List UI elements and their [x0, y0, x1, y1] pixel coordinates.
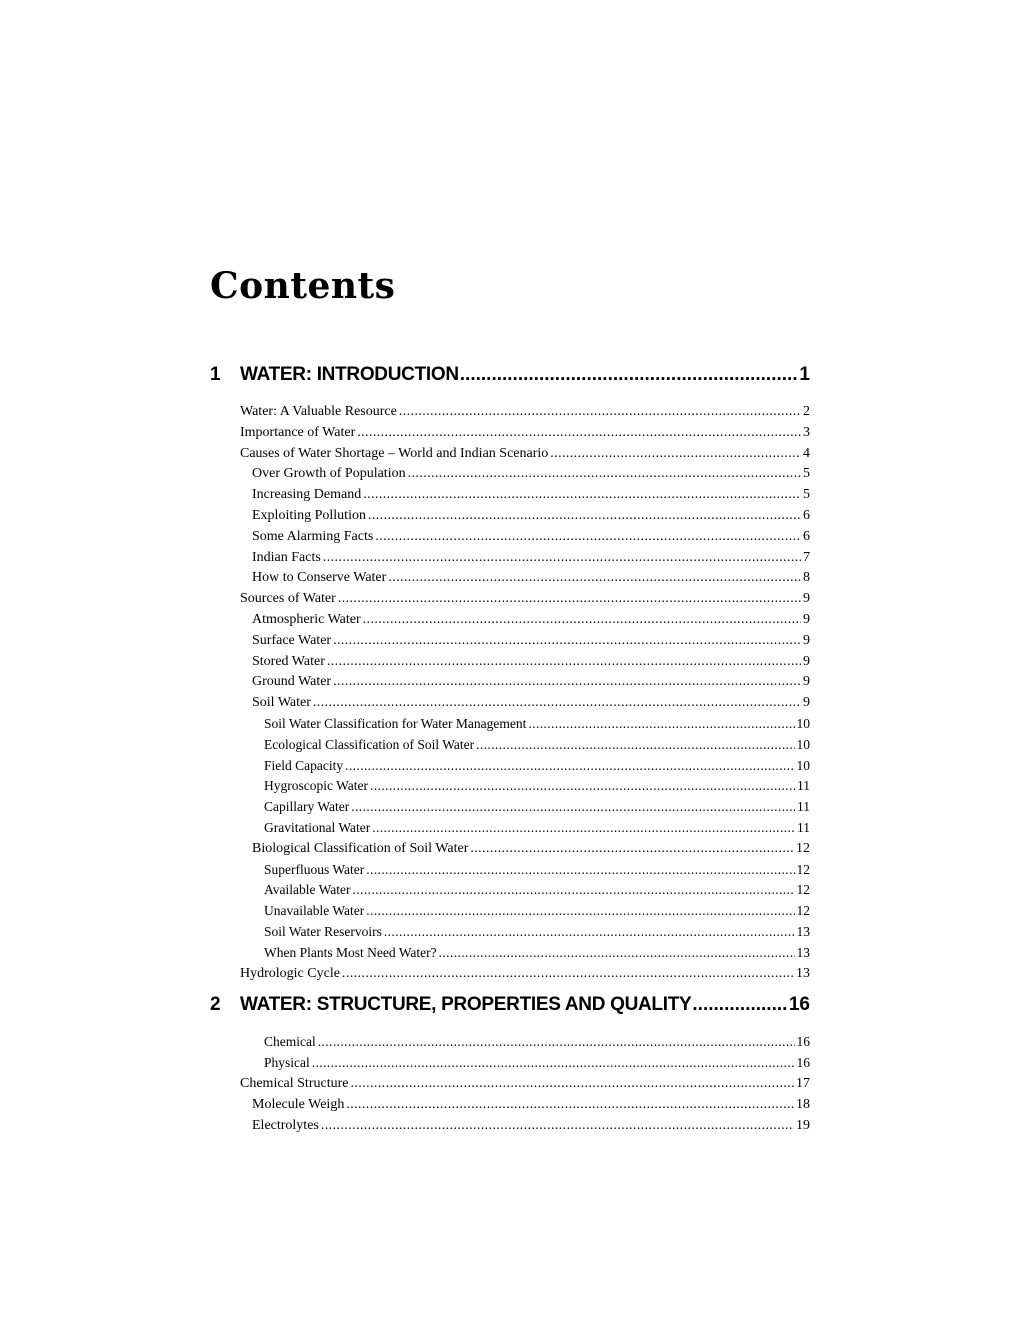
dot-leader [363, 610, 801, 631]
toc-entry[interactable] [210, 922, 810, 943]
toc-entry-page-number: 10 [796, 736, 810, 752]
toc-entry-page-number: 19 [796, 1117, 810, 1133]
toc-entry-page-number: 17 [796, 1075, 810, 1091]
chapter-page-number: 1 [799, 364, 810, 385]
toc-entry-title: Chemical Structure [240, 1075, 349, 1091]
toc-entry[interactable] [210, 776, 810, 797]
toc-entry[interactable] [210, 880, 810, 901]
dot-leader [476, 735, 794, 756]
dot-leader [366, 860, 794, 881]
toc-entry-page-number: 3 [803, 424, 810, 440]
toc-entry-title: Increasing Demand [252, 487, 362, 503]
toc-entry-title: Soil Water [252, 695, 311, 711]
toc-entry-title: Gravitational Water [264, 819, 371, 835]
toc-entry-title: Soil Water Classification for Water Management [264, 715, 527, 731]
toc-entry[interactable] [210, 818, 810, 839]
toc-entry[interactable] [210, 444, 810, 465]
toc-entry[interactable] [210, 964, 810, 985]
dot-leader [338, 589, 801, 610]
toc-entry[interactable] [210, 589, 810, 610]
toc-entry[interactable] [210, 1116, 810, 1137]
toc-entry[interactable] [210, 943, 810, 964]
toc-entry-title: Exploiting Pollution [252, 507, 366, 523]
dot-leader [368, 506, 801, 527]
toc-entry-page-number: 12 [796, 882, 810, 898]
dot-leader [439, 943, 795, 964]
toc-entry[interactable] [210, 756, 810, 777]
toc-entry-title: Hydrologic Cycle [240, 965, 340, 981]
toc-entry-title: Water: A Valuable Resource [240, 404, 397, 419]
toc-entry-title: Field Capacity [264, 757, 344, 773]
dot-leader [346, 1095, 794, 1116]
dot-leader [388, 568, 801, 589]
dot-leader [333, 672, 801, 693]
toc-entry[interactable] [210, 1095, 810, 1116]
toc-entry[interactable] [210, 714, 810, 735]
toc-entry[interactable] [210, 610, 810, 631]
toc-entry-page-number: 13 [796, 965, 810, 981]
table-of-contents [210, 364, 810, 1146]
toc-entry-title: Ecological Classification of Soil Water [264, 736, 475, 752]
dot-leader [408, 464, 801, 485]
dot-leader [528, 714, 794, 735]
toc-entry-page-number: 2 [803, 404, 810, 419]
toc-entry[interactable] [210, 548, 810, 569]
toc-entry-page-number: 5 [803, 466, 810, 482]
page-title: Contents [210, 265, 396, 307]
dot-leader [353, 880, 795, 901]
dot-leader [550, 444, 801, 465]
toc-entry-page-number: 5 [803, 487, 810, 503]
toc-entry[interactable] [210, 860, 810, 881]
toc-entry-page-number: 10 [796, 757, 810, 773]
toc-entry-title: When Plants Most Need Water? [264, 944, 437, 960]
toc-entry-page-number: 7 [803, 549, 810, 565]
toc-entry[interactable] [210, 901, 810, 922]
toc-entry-page-number: 16 [796, 1055, 810, 1071]
toc-entry-title: Indian Facts [252, 549, 321, 565]
toc-entry-page-number: 18 [796, 1096, 810, 1112]
dot-leader [318, 1032, 795, 1053]
dot-leader [351, 797, 795, 818]
toc-entry-title: Hygroscopic Water [264, 778, 369, 794]
toc-entry[interactable] [210, 797, 810, 818]
chapter-entries [210, 1032, 810, 1136]
dot-leader [399, 402, 801, 423]
toc-entry-title: Unavailable Water [264, 903, 365, 919]
toc-entry-title: Soil Water Reservoirs [264, 923, 382, 939]
chapter-title: WATER: INTRODUCTION [240, 364, 459, 385]
toc-entry-page-number: 11 [797, 819, 810, 835]
toc-entry-title: Capillary Water [264, 799, 350, 815]
toc-entry-page-number: 10 [796, 715, 810, 731]
toc-entry-page-number: 12 [796, 861, 810, 877]
chapter-title: WATER: STRUCTURE, PROPERTIES AND QUALITY [240, 994, 692, 1016]
toc-entry-title: Stored Water [252, 653, 325, 669]
chapter-entries [210, 402, 810, 984]
toc-entry-title: Surface Water [252, 632, 332, 648]
toc-entry-page-number: 11 [797, 778, 810, 794]
dot-leader [470, 839, 794, 860]
toc-entry[interactable] [210, 402, 810, 423]
toc-entry-title: Causes of Water Shortage – World and Indian Scenario [240, 445, 549, 461]
toc-entry[interactable] [210, 506, 810, 527]
toc-entry-title: Over Growth of Population [252, 466, 406, 482]
toc-entry-page-number: 8 [803, 570, 810, 586]
dot-leader [692, 994, 787, 1016]
toc-entry-title: Chemical [264, 1034, 316, 1050]
dot-leader [372, 818, 795, 839]
toc-entry-page-number: 16 [796, 1034, 810, 1050]
dot-leader [384, 922, 795, 943]
dot-leader [357, 423, 801, 444]
toc-entry-page-number: 4 [803, 445, 810, 461]
toc-entry-title: Molecule Weigh [252, 1096, 345, 1112]
toc-entry[interactable] [210, 464, 810, 485]
toc-entry-page-number: 6 [803, 528, 810, 544]
toc-entry-title: Available Water [264, 882, 351, 898]
toc-entry-page-number: 13 [796, 923, 810, 939]
toc-entry-title: Superfluous Water [264, 861, 365, 877]
toc-entry[interactable] [210, 1074, 810, 1095]
dot-leader [327, 652, 801, 673]
toc-entry-page-number: 6 [803, 507, 810, 523]
toc-entry-title: Sources of Water [240, 591, 336, 607]
toc-entry-page-number: 13 [796, 944, 810, 960]
toc-entry-title: Importance of Water [240, 424, 356, 440]
toc-entry-page-number: 9 [803, 674, 810, 690]
toc-entry[interactable] [210, 527, 810, 548]
toc-entry[interactable] [210, 1032, 810, 1053]
chapter-page-number: 16 [788, 994, 810, 1016]
toc-entry-page-number: 12 [796, 840, 810, 856]
toc-entry[interactable] [210, 1053, 810, 1074]
dot-leader [366, 901, 794, 922]
chapter-heading[interactable] [210, 994, 810, 1024]
chapter-number: 1 [210, 364, 221, 385]
dot-leader [375, 527, 801, 548]
toc-entry[interactable] [210, 735, 810, 756]
toc-entry-page-number: 9 [803, 653, 810, 669]
dot-leader [363, 485, 801, 506]
dot-leader [323, 548, 801, 569]
toc-entry-page-number: 11 [797, 799, 810, 815]
toc-entry-title: Electrolytes [252, 1117, 319, 1133]
dot-leader [321, 1116, 794, 1137]
dot-leader [460, 364, 799, 386]
dot-leader [370, 776, 795, 797]
toc-entry-title: Some Alarming Facts [252, 528, 374, 544]
toc-entry-title: Biological Classification of Soil Water [252, 840, 469, 856]
toc-entry[interactable] [210, 485, 810, 506]
toc-entry[interactable] [210, 568, 810, 589]
toc-entry[interactable] [210, 423, 810, 444]
toc-entry-title: Atmospheric Water [252, 611, 361, 627]
dot-leader [350, 1074, 794, 1095]
dot-leader [333, 631, 801, 652]
chapter-number: 2 [210, 994, 221, 1016]
toc-entry-page-number: 12 [796, 903, 810, 919]
toc-entry-title: How to Conserve Water [252, 570, 387, 586]
toc-entry-page-number: 9 [803, 591, 810, 607]
toc-entry-page-number: 9 [803, 695, 810, 711]
dot-leader [313, 693, 801, 714]
dot-leader [345, 756, 794, 777]
toc-entry-title: Physical [264, 1055, 310, 1071]
toc-entry[interactable] [210, 672, 810, 693]
toc-entry[interactable] [210, 652, 810, 673]
toc-entry-page-number: 9 [803, 632, 810, 648]
toc-entry[interactable] [210, 693, 810, 714]
toc-entry[interactable] [210, 839, 810, 860]
chapter-heading[interactable] [210, 364, 810, 394]
dot-leader [342, 964, 794, 985]
toc-entry-page-number: 9 [803, 611, 810, 627]
dot-leader [312, 1053, 795, 1074]
toc-entry-title: Ground Water [252, 674, 332, 690]
toc-entry[interactable] [210, 631, 810, 652]
